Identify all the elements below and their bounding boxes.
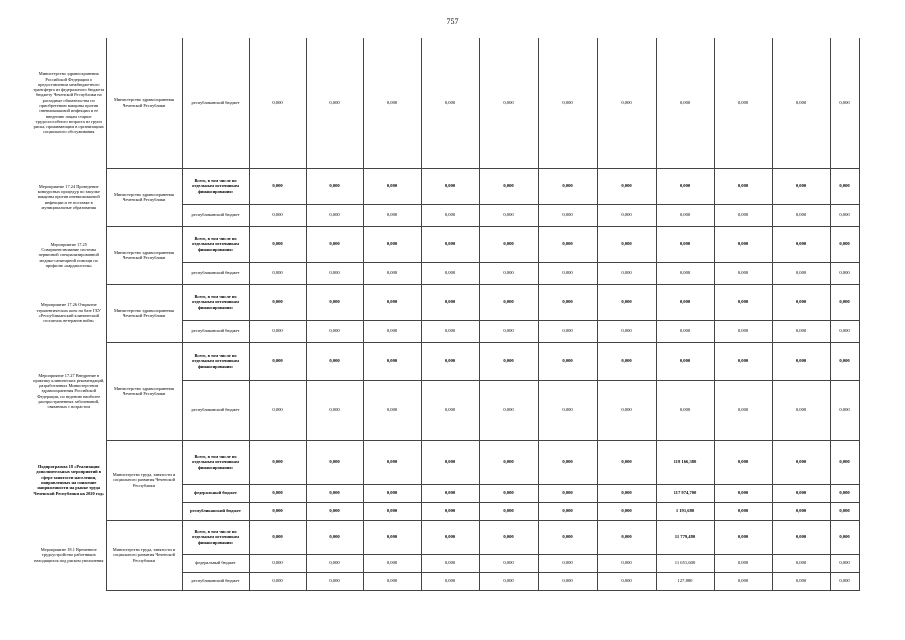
amount-cell: 0,000 — [363, 342, 421, 380]
amount-cell: 0,000 — [306, 554, 363, 572]
amount-cell: 0,000 — [421, 380, 479, 440]
page-number: 757 — [446, 17, 459, 26]
amount-cell: 0,000 — [479, 554, 538, 572]
funding-source: республиканский бюджет — [182, 204, 249, 226]
amount-cell: 0,000 — [421, 284, 479, 320]
amount-cell: 0,000 — [421, 554, 479, 572]
amount-cell: 0,000 — [538, 484, 597, 502]
amount-cell: 0,000 — [772, 380, 830, 440]
amount-cell: 0,000 — [656, 168, 714, 204]
amount-cell: 0,000 — [306, 262, 363, 284]
amount-cell: 1 191,680 — [656, 502, 714, 520]
amount-cell: 0,000 — [830, 484, 859, 502]
amount-cell: 0,000 — [363, 168, 421, 204]
amount-cell: 0,000 — [714, 572, 772, 590]
amount-cell: 0,000 — [656, 204, 714, 226]
amount-cell: 0,000 — [479, 342, 538, 380]
amount-cell: 0,000 — [772, 502, 830, 520]
amount-cell: 0,000 — [421, 204, 479, 226]
amount-cell: 0,000 — [363, 226, 421, 262]
amount-cell: 0,000 — [306, 342, 363, 380]
amount-cell: 0,000 — [479, 262, 538, 284]
amount-cell: 0,000 — [656, 342, 714, 380]
amount-cell: 0,000 — [479, 440, 538, 484]
amount-cell: 0,000 — [421, 484, 479, 502]
amount-cell: 0,000 — [249, 226, 306, 262]
amount-cell: 0,000 — [830, 572, 859, 590]
responsible-executor: Министерство труда, занятости и социального развития Чеченской Республики — [106, 440, 182, 520]
responsible-executor: Министерство труда, занятости и социального развития Чеченской Республики — [106, 520, 182, 590]
amount-cell: 0,000 — [421, 262, 479, 284]
activity-name: Мероприятие 18.1 Временное трудоустройство работников находящихся под риском увольнения — [32, 520, 106, 590]
amount-cell: 0,000 — [597, 204, 656, 226]
amount-cell: 0,000 — [363, 554, 421, 572]
amount-cell: 127,880 — [656, 572, 714, 590]
amount-cell: 0,000 — [363, 502, 421, 520]
amount-cell: 0,000 — [714, 380, 772, 440]
amount-cell: 0,000 — [830, 226, 859, 262]
amount-cell: 0,000 — [772, 168, 830, 204]
amount-cell: 0,000 — [421, 502, 479, 520]
funding-source: Всего, в том числе по отдельным источникам финансирования: — [182, 520, 249, 554]
amount-cell: 0,000 — [306, 38, 363, 168]
amount-cell: 0,000 — [597, 572, 656, 590]
amount-cell: 0,000 — [421, 226, 479, 262]
funding-source: республиканский бюджет — [182, 572, 249, 590]
amount-cell: 0,000 — [597, 226, 656, 262]
amount-cell: 0,000 — [479, 168, 538, 204]
amount-cell: 0,000 — [714, 38, 772, 168]
amount-cell: 0,000 — [363, 262, 421, 284]
responsible-executor: Министерство здравоохранения Чеченской Республики — [106, 342, 182, 440]
funding-source: Всего, в том числе по отдельным источникам финансирования: — [182, 168, 249, 204]
amount-cell: 0,000 — [772, 554, 830, 572]
amount-cell: 0,000 — [597, 38, 656, 168]
amount-cell: 0,000 — [479, 484, 538, 502]
amount-cell: 0,000 — [479, 572, 538, 590]
amount-cell: 0,000 — [363, 38, 421, 168]
amount-cell: 0,000 — [479, 284, 538, 320]
amount-cell: 0,000 — [421, 38, 479, 168]
amount-cell: 0,000 — [772, 440, 830, 484]
table-row — [32, 226, 859, 262]
amount-cell: 117 974,700 — [656, 484, 714, 502]
amount-cell: 0,000 — [714, 320, 772, 342]
amount-cell: 0,000 — [249, 484, 306, 502]
amount-cell: 0,000 — [597, 554, 656, 572]
amount-cell: 0,000 — [656, 262, 714, 284]
amount-cell: 0,000 — [597, 380, 656, 440]
amount-cell: 0,000 — [249, 38, 306, 168]
amount-cell: 11 779,480 — [656, 520, 714, 554]
activity-name: Мероприятие 17.24 Проведение конкурсных процедур по закупке вакцины против пневмококковой инфекции и ее поставке в муниципальные образования — [32, 168, 106, 226]
amount-cell: 0,000 — [597, 520, 656, 554]
amount-cell: 0,000 — [714, 342, 772, 380]
amount-cell: 0,000 — [249, 520, 306, 554]
amount-cell: 0,000 — [772, 204, 830, 226]
activity-name: Подпрограмма 18 «Реализация дополнительных мероприятий в сфере занятости населения, направленных на снижение напряженности на рынке труда Чеченской Республики на 2020 год» — [32, 440, 106, 520]
amount-cell: 0,000 — [538, 320, 597, 342]
amount-cell: 0,000 — [597, 284, 656, 320]
responsible-executor: Министерство здравоохранения Чеченской Республики — [106, 284, 182, 342]
amount-cell: 0,000 — [479, 520, 538, 554]
amount-cell: 0,000 — [363, 320, 421, 342]
amount-cell: 0,000 — [249, 284, 306, 320]
amount-cell: 0,000 — [249, 502, 306, 520]
amount-cell: 0,000 — [830, 380, 859, 440]
amount-cell: 0,000 — [830, 284, 859, 320]
table-row — [32, 38, 859, 168]
amount-cell: 0,000 — [597, 484, 656, 502]
amount-cell: 0,000 — [597, 262, 656, 284]
amount-cell: 0,000 — [772, 572, 830, 590]
amount-cell: 0,000 — [830, 520, 859, 554]
amount-cell: 0,000 — [714, 484, 772, 502]
amount-cell: 0,000 — [363, 284, 421, 320]
amount-cell: 0,000 — [421, 440, 479, 484]
amount-cell: 0,000 — [656, 38, 714, 168]
amount-cell: 0,000 — [714, 168, 772, 204]
amount-cell: 0,000 — [656, 284, 714, 320]
amount-cell: 0,000 — [479, 38, 538, 168]
amount-cell: 0,000 — [538, 440, 597, 484]
amount-cell: 0,000 — [714, 520, 772, 554]
amount-cell: 0,000 — [306, 484, 363, 502]
table-row — [32, 520, 859, 554]
amount-cell: 0,000 — [538, 38, 597, 168]
amount-cell: 0,000 — [830, 320, 859, 342]
amount-cell: 0,000 — [772, 226, 830, 262]
amount-cell: 0,000 — [714, 440, 772, 484]
amount-cell: 0,000 — [538, 502, 597, 520]
amount-cell: 0,000 — [772, 342, 830, 380]
amount-cell: 0,000 — [772, 320, 830, 342]
amount-cell: 0,000 — [249, 342, 306, 380]
amount-cell: 0,000 — [830, 38, 859, 168]
amount-cell: 0,000 — [249, 168, 306, 204]
amount-cell: 0,000 — [772, 520, 830, 554]
amount-cell: 0,000 — [421, 168, 479, 204]
amount-cell: 0,000 — [538, 168, 597, 204]
amount-cell: 0,000 — [538, 520, 597, 554]
amount-cell: 0,000 — [306, 502, 363, 520]
amount-cell: 0,000 — [306, 520, 363, 554]
amount-cell: 0,000 — [830, 262, 859, 284]
amount-cell: 0,000 — [597, 168, 656, 204]
amount-cell: 0,000 — [538, 226, 597, 262]
amount-cell: 0,000 — [249, 440, 306, 484]
amount-cell: 0,000 — [656, 320, 714, 342]
amount-cell: 0,000 — [421, 342, 479, 380]
funding-source: федеральный бюджет — [182, 484, 249, 502]
amount-cell: 119 166,380 — [656, 440, 714, 484]
amount-cell: 0,000 — [772, 262, 830, 284]
amount-cell: 0,000 — [714, 226, 772, 262]
amount-cell: 0,000 — [714, 554, 772, 572]
amount-cell: 0,000 — [538, 262, 597, 284]
amount-cell: 0,000 — [306, 284, 363, 320]
table-row — [32, 168, 859, 204]
amount-cell: 0,000 — [830, 204, 859, 226]
funding-source: Всего, в том числе по отдельным источникам финансирования: — [182, 226, 249, 262]
amount-cell: 0,000 — [363, 484, 421, 502]
amount-cell: 0,000 — [306, 320, 363, 342]
amount-cell: 0,000 — [363, 572, 421, 590]
amount-cell: 0,000 — [772, 284, 830, 320]
amount-cell: 0,000 — [830, 342, 859, 380]
amount-cell: 0,000 — [479, 502, 538, 520]
amount-cell: 0,000 — [830, 554, 859, 572]
amount-cell: 0,000 — [306, 440, 363, 484]
amount-cell: 0,000 — [306, 168, 363, 204]
activity-name: Мероприятие 17.26 Открытие терапевтических коек на базе ГБУ «Республиканский клинический госпиталь ветеранов войн» — [32, 284, 106, 342]
amount-cell: 0,000 — [538, 284, 597, 320]
amount-cell: 0,000 — [714, 502, 772, 520]
funding-source: республиканский бюджет — [182, 38, 249, 168]
responsible-executor: Министерство здравоохранения Чеченской Республики — [106, 38, 182, 168]
amount-cell: 0,000 — [714, 204, 772, 226]
amount-cell: 0,000 — [538, 572, 597, 590]
amount-cell: 0,000 — [479, 204, 538, 226]
amount-cell: 0,000 — [479, 380, 538, 440]
funding-source: Всего, в том числе по отдельным источникам финансирования: — [182, 440, 249, 484]
activity-name: Мероприятие 17.25 Совершенствование системы первичной специализированной медико-санитарной помощи по профилю «кардиология» — [32, 226, 106, 284]
amount-cell: 0,000 — [714, 284, 772, 320]
amount-cell: 0,000 — [656, 226, 714, 262]
amount-cell: 0,000 — [249, 320, 306, 342]
activity-name: Мероприятие 17.27 Внедрение в практику клинических рекомендаций, разработанных Министерством здравоохранения Российской Федерации, по ведению наиболее распространенных заболеваний, связанных с возрастом — [32, 342, 106, 440]
amount-cell: 0,000 — [249, 572, 306, 590]
amount-cell: 0,000 — [363, 440, 421, 484]
amount-cell: 0,000 — [249, 554, 306, 572]
amount-cell: 0,000 — [249, 204, 306, 226]
amount-cell: 0,000 — [597, 342, 656, 380]
responsible-executor: Министерство здравоохранения Чеченской Республики — [106, 226, 182, 284]
amount-cell: 0,000 — [421, 572, 479, 590]
funding-source: Всего, в том числе по отдельным источникам финансирования: — [182, 284, 249, 320]
amount-cell: 0,000 — [830, 440, 859, 484]
responsible-executor: Министерство здравоохранения Чеченской Республики — [106, 168, 182, 226]
funding-source: республиканский бюджет — [182, 262, 249, 284]
amount-cell: 0,000 — [479, 320, 538, 342]
amount-cell: 0,000 — [538, 554, 597, 572]
amount-cell: 0,000 — [306, 572, 363, 590]
table-row — [32, 440, 859, 484]
amount-cell: 0,000 — [597, 440, 656, 484]
amount-cell: 0,000 — [249, 380, 306, 440]
amount-cell: 0,000 — [363, 520, 421, 554]
amount-cell: 11 651,600 — [656, 554, 714, 572]
amount-cell: 0,000 — [830, 168, 859, 204]
amount-cell: 0,000 — [772, 484, 830, 502]
table-row — [32, 342, 859, 380]
amount-cell: 0,000 — [249, 262, 306, 284]
amount-cell: 0,000 — [538, 204, 597, 226]
amount-cell: 0,000 — [479, 226, 538, 262]
funding-source: Всего, в том числе по отдельным источникам финансирования: — [182, 342, 249, 380]
budget-table — [32, 38, 860, 591]
activity-name: Министерство здравоохранения Российской Федерации о предоставлении межбюджетного трансферта из федерального бюджета бюджету Чеченской Республики на расходные обязательства по приобретению вакцины против пневмококковой инфекции и ее введению лицам старше трудоспособного возраста из групп риска, проживающим в организациях социального обслуживания — [32, 38, 106, 168]
amount-cell: 0,000 — [421, 520, 479, 554]
amount-cell: 0,000 — [538, 380, 597, 440]
amount-cell: 0,000 — [656, 380, 714, 440]
funding-source: республиканский бюджет — [182, 502, 249, 520]
amount-cell: 0,000 — [363, 204, 421, 226]
amount-cell: 0,000 — [830, 502, 859, 520]
amount-cell: 0,000 — [714, 262, 772, 284]
funding-source: федеральный бюджет — [182, 554, 249, 572]
amount-cell: 0,000 — [306, 226, 363, 262]
amount-cell: 0,000 — [772, 38, 830, 168]
amount-cell: 0,000 — [363, 380, 421, 440]
funding-source: республиканский бюджет — [182, 320, 249, 342]
amount-cell: 0,000 — [306, 380, 363, 440]
amount-cell: 0,000 — [597, 502, 656, 520]
funding-source: республиканский бюджет — [182, 380, 249, 440]
amount-cell: 0,000 — [306, 204, 363, 226]
table-row — [32, 284, 859, 320]
amount-cell: 0,000 — [538, 342, 597, 380]
amount-cell: 0,000 — [597, 320, 656, 342]
amount-cell: 0,000 — [421, 320, 479, 342]
